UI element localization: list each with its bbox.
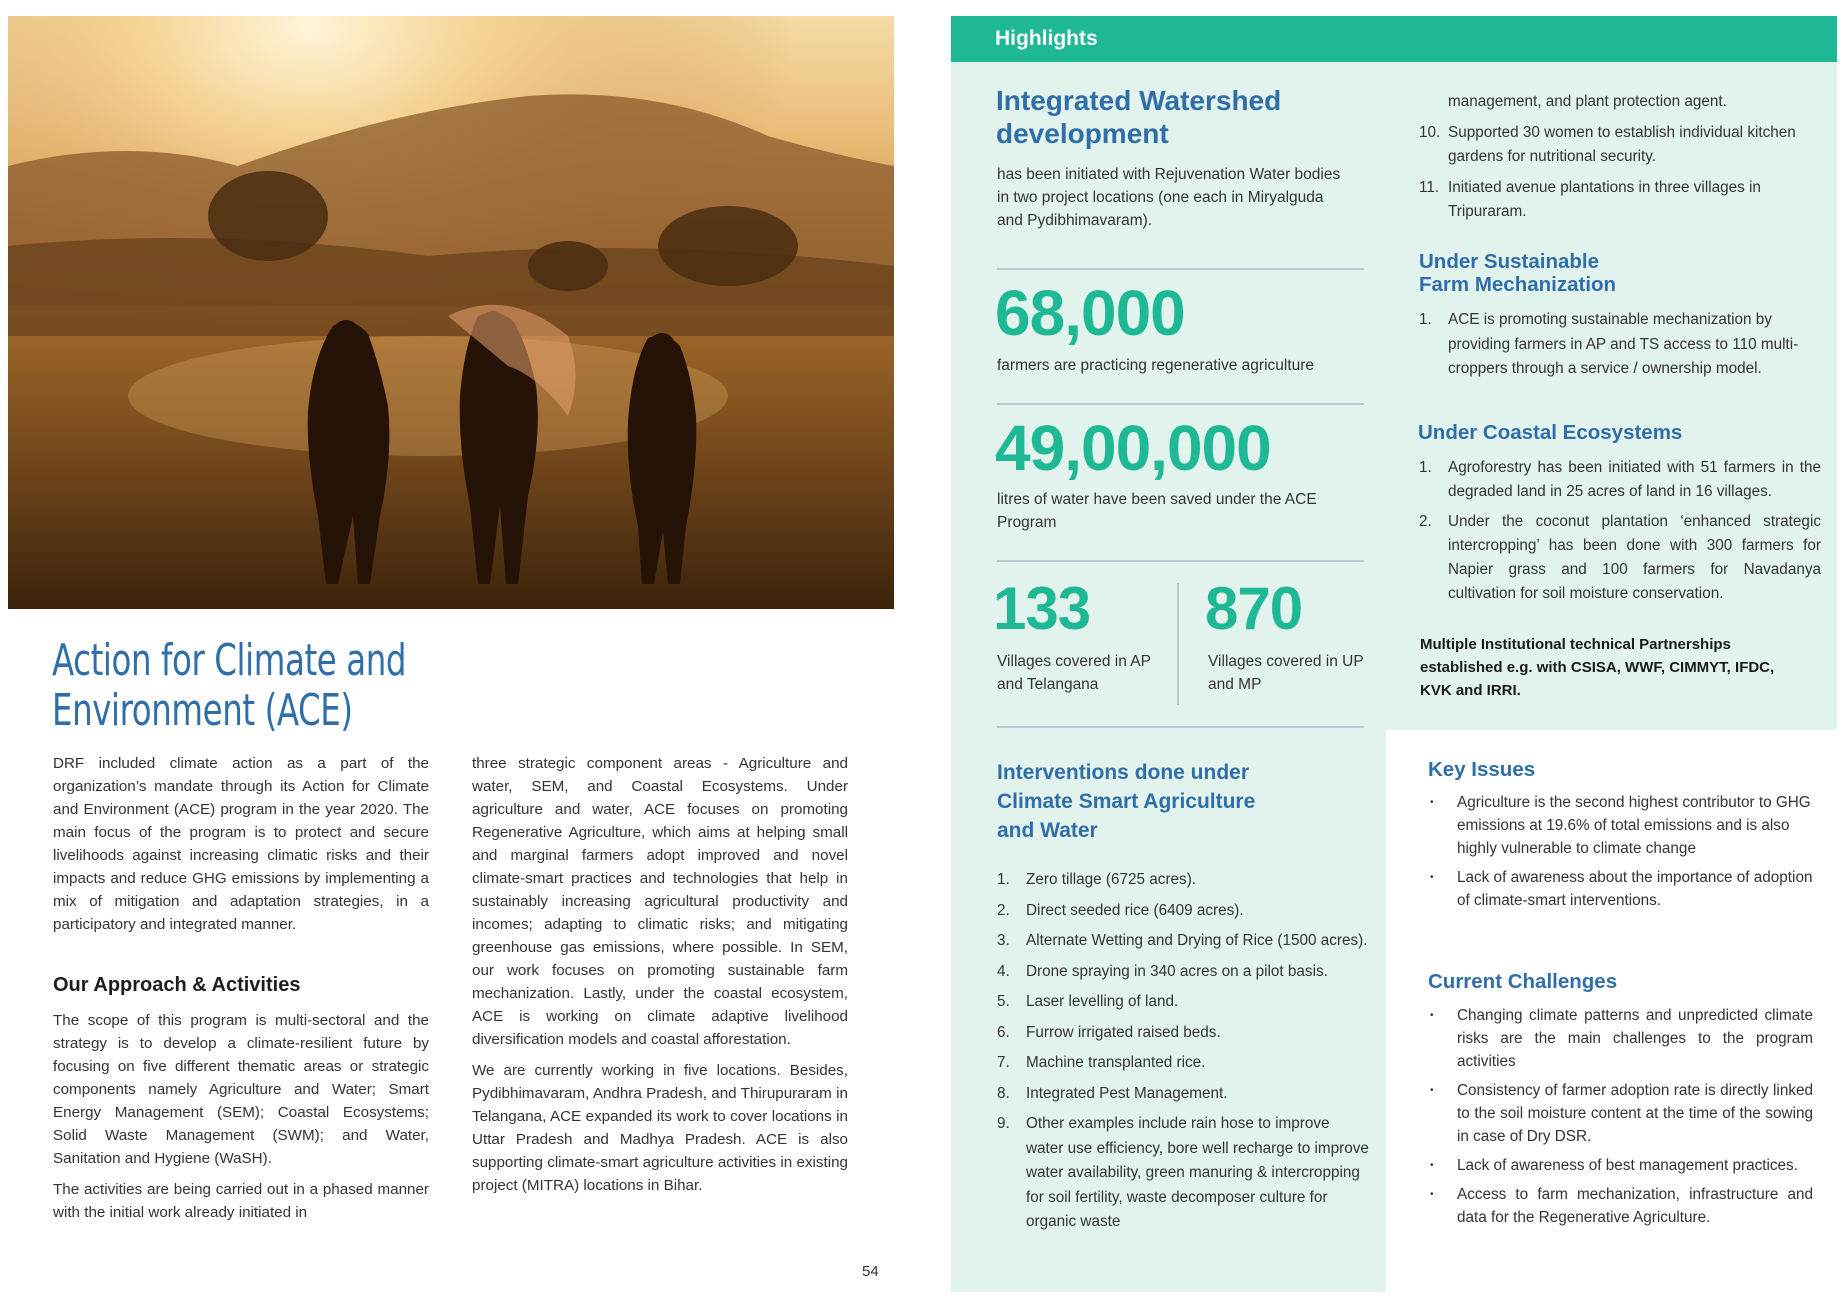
farm-mechanization-heading-line-2: Farm Mechanization	[1419, 273, 1617, 296]
list-item: 10. Supported 30 women to establish individual kitchen gardens for nutritional security.	[1419, 123, 1796, 165]
list-item: 5. Laser levelling of land.	[997, 993, 1179, 1010]
list-item: • Lack of awareness of best management practices.	[1430, 1157, 1798, 1174]
list-item: 1. Agroforestry has been initiated with 51 farmers in the degraded land in 25 acres of land in 16 villages.	[1419, 459, 1821, 500]
list-item: • Agriculture is the second highest contributor to GHG emissions at 19.6% of total emissions and is also highly vulnerable to climate change	[1430, 794, 1811, 857]
list-item: 9. Other examples include rain hose to improve water use efficiency, bore well recharge to improve water availability, green manuring & intercropping for soil fertility, waste decomposer culture for organic waste	[997, 1115, 1369, 1230]
stat-villages-up-text: Villages covered in UP and MP	[1208, 653, 1364, 693]
stat-water-text: litres of water have been saved under the ACE Program	[997, 491, 1317, 531]
list-item: management, and plant protection agent.	[1448, 93, 1727, 110]
interventions-heading	[997, 758, 1357, 845]
stat-villages-ap-text: Villages covered in AP and Telangana	[997, 653, 1151, 693]
page-title	[52, 636, 462, 736]
farm-mechanization-list	[1419, 308, 1799, 388]
intro-paragraph: DRF included climate action as a part of the organization’s mandate through its Action for Climate and Environment (ACE) program in the year 2020. The main focus of the program is to protect and secure livelihoods against increasing climatic risks and their impacts and reduce GHG emissions by implementing a mix of mitigation and adaptation strategies, in a participatory and integrated manner.	[53, 755, 429, 933]
list-item: • Lack of awareness about the importance of adoption of climate-smart interventions.	[1430, 869, 1813, 909]
stat-farmers-text: farmers are practicing regenerative agriculture	[997, 357, 1315, 374]
divider	[997, 403, 1364, 405]
body-column-2	[472, 752, 848, 1205]
continued-list	[1419, 90, 1819, 231]
scope-paragraph: The scope of this program is multi-sectoral and the strategy is to develop a climate-resilient future by focusing on five different thematic areas or strategic components namely Agriculture and Water; Smart Energy Management (SEM); Coastal Ecosystems; Solid Waste Management (SWM); and Water, Sanitation and Hygiene (WaSH).	[53, 1012, 429, 1167]
stat-villages-up-value: 870	[1205, 575, 1303, 642]
list-item: 3. Alternate Wetting and Drying of Rice (1500 acres).	[997, 932, 1368, 949]
components-paragraph: three strategic component areas - Agriculture and water, SEM, and Coastal Ecosystems. Under agriculture and water, ACE focuses on promoting Regenerative Agriculture, which aims at helping small and marginal farmers adopt improved and novel climate-smart practices and technologies that help in sustainably increasing agricultural productivity and incomes; adapting to climatic risks; and mitigating greenhouse gas emissions, where possible. In SEM, our work focuses on promoting sustainable farm mechanization. Lastly, under the coastal ecosystem, ACE is working on climate adaptive livelihood diversification models and coastal afforestation.	[472, 755, 848, 1048]
interventions-heading-line-2: Climate Smart Agriculture	[997, 790, 1256, 813]
farm-mechanization-heading-line-1: Under Sustainable	[1419, 250, 1599, 273]
partnerships-note: Multiple Institutional technical Partnerships established e.g. with CSISA, WWF, CIMMYT, IFDC, KVK and IRRI.	[1420, 636, 1775, 699]
list-item: 8. Integrated Pest Management.	[997, 1084, 1228, 1102]
interventions-list	[997, 868, 1369, 1241]
watershed-title-line-2: development	[996, 118, 1169, 149]
coastal-list	[1419, 456, 1821, 612]
hero-photo-illustration	[8, 16, 894, 609]
stat-villages-ap-value: 133	[993, 575, 1091, 642]
list-item: • Consistency of farmer adoption rate is directly linked to the soil moisture content at the time of the sowing in case of Dry DSR.	[1430, 1082, 1813, 1145]
interventions-heading-line-3: and Water	[997, 819, 1098, 842]
body-column-1	[53, 752, 429, 1232]
challenges-list	[1428, 1004, 1813, 1235]
divider	[997, 726, 1364, 728]
coastal-heading: Under Coastal Ecosystems	[1418, 421, 1683, 444]
farm-mechanization-heading	[1419, 250, 1799, 296]
watershed-title-line-1: Integrated Watershed	[996, 85, 1282, 116]
challenges-heading: Current Challenges	[1428, 970, 1618, 993]
watershed-title	[996, 84, 1356, 150]
page-title-line-1: Action for Climate and	[52, 635, 407, 686]
list-item: 1. ACE is promoting sustainable mechanization by providing farmers in AP and TS access to 110 multi-croppers through a service / ownership model.	[1419, 311, 1799, 377]
page-number: 54	[862, 1263, 879, 1280]
list-item: 4. Drone spraying in 340 acres on a pilot basis.	[997, 962, 1328, 980]
hero-photo	[8, 16, 894, 609]
activities-paragraph: The activities are being carried out in a phased manner with the initial work already initiated in	[53, 1181, 429, 1221]
list-item: 2. Under the coconut plantation ‘enhanced strategic intercropping’ has been done with 300 farmers for Napier grass and 100 farmers for Navadanya cultivation for soil moisture conservation.	[1419, 513, 1821, 602]
approach-heading: Our Approach & Activities	[53, 974, 301, 996]
divider	[997, 560, 1364, 562]
list-item: 6. Furrow irrigated raised beds.	[997, 1023, 1221, 1041]
divider	[997, 268, 1364, 270]
list-item: 11. Initiated avenue plantations in three villages in Tripuraram.	[1419, 178, 1761, 220]
stat-farmers-value: 68,000	[995, 277, 1185, 349]
stat-water-value: 49,00,000	[995, 412, 1271, 484]
vertical-divider	[1177, 583, 1179, 705]
key-issues-list	[1428, 791, 1813, 918]
interventions-heading-line-1: Interventions done under	[997, 761, 1250, 784]
page-title-line-2: Environment (ACE)	[52, 685, 353, 736]
highlights-header: Highlights	[951, 16, 1837, 62]
list-item: 7. Machine transplanted rice.	[997, 1054, 1206, 1071]
list-item: • Changing climate patterns and unpredicted climate risks are the main challenges to the program activities	[1430, 1007, 1813, 1070]
list-item: • Access to farm mechanization, infrastructure and data for the Regenerative Agriculture.	[1430, 1186, 1813, 1226]
list-item: 2. Direct seeded rice (6409 acres).	[997, 901, 1244, 919]
list-item: 1. Zero tillage (6725 acres).	[997, 871, 1197, 888]
watershed-text: has been initiated with Rejuvenation Water bodies in two project locations (one each in Miryalguda and Pydibhimavaram).	[997, 166, 1341, 229]
locations-paragraph: We are currently working in five locations. Besides, Pydibhimavaram, Andhra Pradesh, and Thirupuraram in Telangana, ACE expanded its work to cover locations in Uttar Pradesh and Madhya Pradesh. ACE is also supporting climate-smart agriculture activities in existing project (MITRA) locations in Bihar.	[472, 1062, 848, 1194]
key-issues-heading: Key Issues	[1428, 758, 1536, 781]
